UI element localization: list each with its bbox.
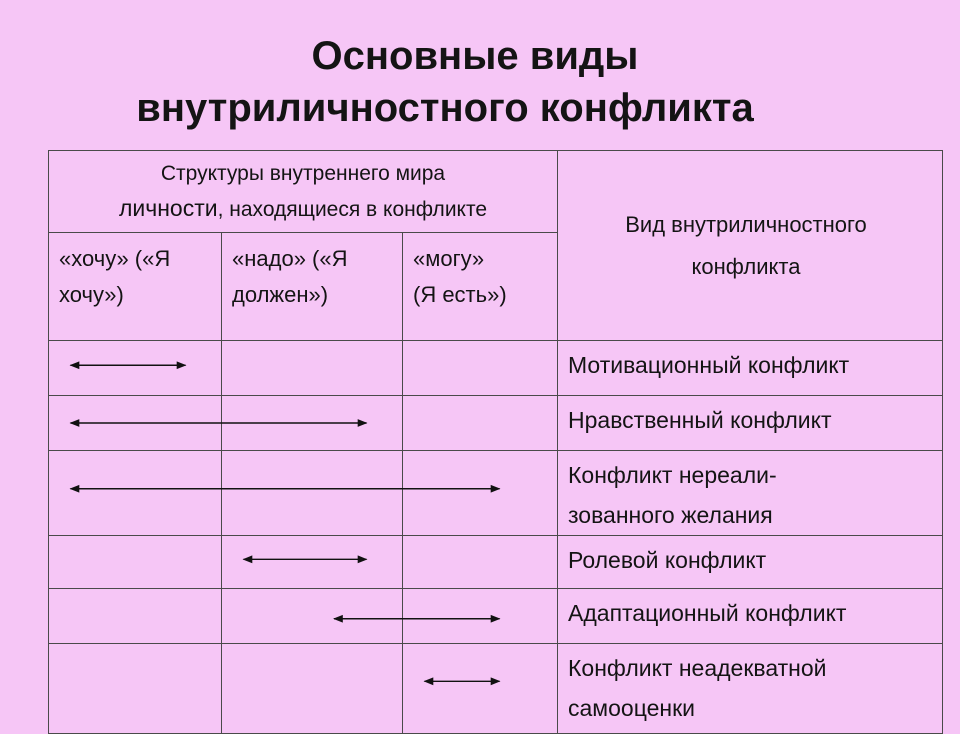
- conflict-role: Ролевой конфликт: [558, 536, 943, 589]
- conflict-types-table: [48, 150, 943, 734]
- conflict-unrealized-desire: Конфликт нереали- зованного желания: [558, 451, 943, 536]
- table-row: [49, 451, 943, 536]
- conflict-moral: Нравственный конфликт: [558, 396, 943, 451]
- table-row: [49, 341, 943, 396]
- table-row: [49, 589, 943, 644]
- subheader-must: «надо» («Я должен»): [222, 233, 403, 341]
- conflict-motivational: Мотивационный конфликт: [558, 341, 943, 396]
- header-conflict-type: Вид внутриличностного конфликта: [558, 151, 943, 341]
- title-line-2: внутриличностного конфликта: [136, 86, 754, 130]
- table-row: [49, 536, 943, 589]
- table-row: [49, 396, 943, 451]
- header-row: [49, 151, 943, 233]
- title-line-1: Основные виды: [311, 34, 639, 78]
- conflict-adaptation: Адаптационный конфликт: [558, 589, 943, 644]
- header-structures: Структуры внутреннего мира личности, находящиеся в конфликте: [49, 151, 558, 233]
- subheader-can: «могу» (Я есть»): [403, 233, 558, 341]
- header-personality: личности: [118, 195, 218, 221]
- subheader-want: «хочу» («Я хочу»): [49, 233, 222, 341]
- conflict-inadequate-self-esteem: Конфликт неадекватной самооценки: [558, 644, 943, 734]
- table-row: [49, 644, 943, 734]
- slide-title: [0, 30, 960, 134]
